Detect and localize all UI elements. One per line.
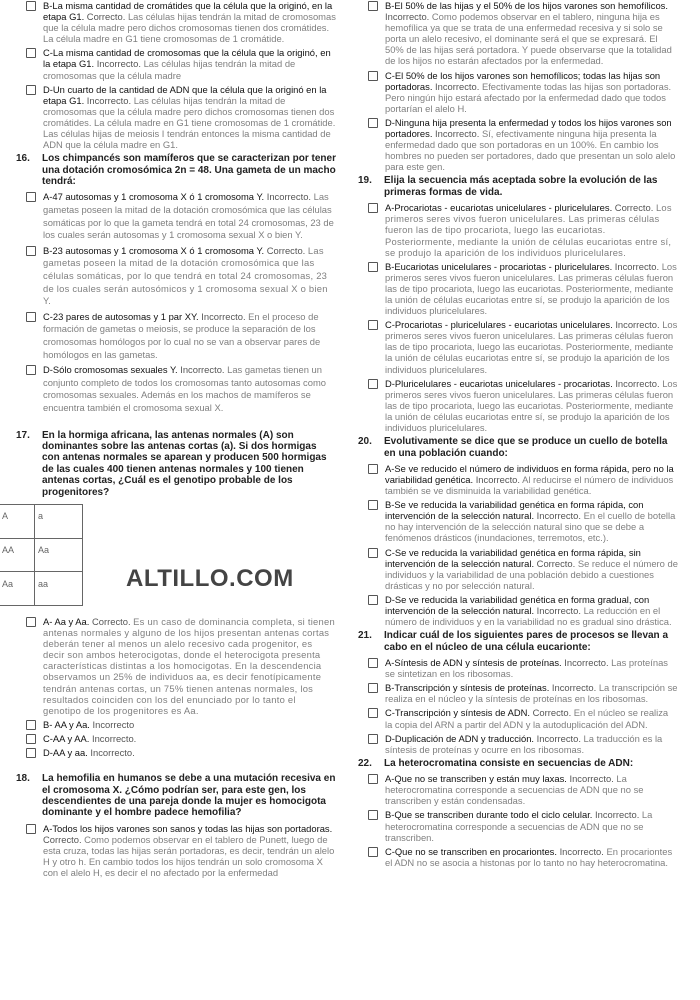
option-20c	[358, 547, 678, 591]
option-17c-checkbox[interactable]	[26, 734, 36, 744]
option-explanation: Los primeros seres vivos fueron unicelulares. Las primeras células fueron las de tipo procariota, luego las eucariotas. Posteriormente, mediante la unión de células eucariotas entre sí, se produjo la aparición de los individuos pluricelulares.	[385, 319, 678, 375]
question-number: 21.	[358, 630, 372, 642]
option-explanation: Como podemos observar en el tablero, ninguna hija es hemofílica ya que se trata de una enfermedad recesiva y si solo se porta un alelo recesivo, el dominante será el que se expresará. El 50% de las hijas será portadora. Y puede observarse que la totalidad de los hijos no estarán afectados por la enfermedad.	[385, 11, 672, 67]
option-20a	[358, 463, 678, 496]
option-17a	[16, 616, 336, 716]
option-17c	[16, 733, 336, 744]
option-explanation: Las células hijas tendrán la mitad de cromosomas que la célula madre pero dichos cromosomas tienen dos cromátides. La célula madre en G1 tiene cromosomas de 1 cromátide.	[43, 11, 336, 45]
option-status: Incorrecto.	[385, 11, 430, 23]
question-text: Evolutivamente se dice que se produce un cuello de botella en una población cuando:	[384, 436, 668, 459]
option-status: Incorrecto.	[569, 773, 614, 785]
q15-options	[16, 0, 336, 150]
option-label: B-Se ve reducida la variabilidad genética en forma rápida, con intervención de la selección natural.	[385, 499, 644, 522]
option-21d	[358, 733, 678, 755]
option-16d	[16, 364, 336, 414]
option-label: B-23 autosomas y 1 cromosoma X ó 1 cromosoma Y.	[43, 244, 265, 256]
option-status: Incorrecto.	[435, 128, 480, 140]
option-18c	[358, 70, 678, 114]
option-21b	[358, 682, 678, 704]
option-explanation: Las células hijas tendrán la mitad de cromosomas que la célula madre pero dichos cromosomas tienen dos cromátides. La célula madre en G1 tiene cromosomas de 1 cromátide. Las células hijas de meiosis I tendrán entonces la misma cantidad de ADN que la célula madre en G1.	[43, 94, 336, 151]
option-explanation: Se reduce el número de individuos y la variabilidad de una población debido a cuestiones drásticas y no por selección natural.	[385, 557, 678, 591]
option-status: Incorrecto.	[266, 191, 312, 203]
punnett-cell: aa	[38, 578, 49, 589]
option-17d	[16, 747, 336, 758]
option-explanation: Efectivamente todas las hijas son portadoras. Pero ningún hijo estará afectado por la enfermedad dado que todos portarían el alelo H.	[385, 80, 672, 114]
option-18d-checkbox[interactable]	[368, 118, 378, 128]
option-21a	[358, 657, 678, 679]
question-21	[358, 630, 678, 653]
question-18	[16, 773, 336, 819]
option-explanation: Los primeros seres vivos fueron unicelulares. Las primeras células fueron las de tipo procariota, luego las eucariotas. Posteriormente, mediante la unión de células eucariotas entre sí, se produjo la aparición de los individuos pluricelulares.	[385, 377, 678, 433]
option-19b-checkbox[interactable]	[368, 262, 378, 272]
option-label: C-Transcripción y síntesis de ADN.	[385, 707, 531, 719]
right-column	[358, 0, 678, 871]
option-status: Correcto.	[92, 615, 131, 627]
option-status: Incorrecto.	[435, 80, 480, 92]
option-label: C-Se ve reducida la variabilidad genética en forma rápida, sin intervención de la selección natural.	[385, 546, 641, 569]
option-explanation: Es un caso de dominancia completa, si tienen antenas normales y alguno de los hijos presentan antenas cortas deberán tener al menos un alelo recesivo cada progenitor, es decir son ambos heterocigotas, donde el heterocigota presenta características distintas a los homocigotas. En la descendencia observamos un 25% de individuos aa, es decir fenotípicamente tendrán antenas cortas, un 75% tienen antenas normales, los resultados coinciden con los del enunciado por lo tanto el genotipo de los progenitores es Aa.	[43, 615, 335, 716]
option-label: A-47 autosomas y 1 cromosoma X ó 1 cromosoma Y.	[43, 191, 265, 203]
punnett-cell: A	[2, 510, 9, 521]
option-label: D-Se ve reducida la variabilidad genética en forma gradual, con intervención de la selección natural.	[385, 593, 650, 617]
question-19	[358, 175, 678, 198]
punnett-cell: AA	[2, 544, 15, 555]
option-18c-checkbox[interactable]	[368, 71, 378, 81]
question-text: La heterocromatina consiste en secuencias de ADN:	[384, 757, 634, 769]
option-status: Incorrecto.	[595, 809, 640, 821]
option-18a-checkbox[interactable]	[26, 824, 36, 834]
question-16	[16, 153, 336, 187]
option-18a	[16, 823, 336, 878]
option-20b	[358, 499, 678, 543]
option-label: D-Sólo cromosomas sexuales Y.	[43, 364, 178, 376]
option-20c-checkbox[interactable]	[368, 548, 378, 558]
option-20d	[358, 594, 678, 627]
option-status: Incorrecto.	[536, 732, 581, 744]
option-label: D-Duplicación de ADN y traducción.	[385, 732, 535, 744]
option-label: B- AA y Aa.	[43, 718, 90, 730]
option-label: B-El 50% de las hijas y el 50% de los hijos varones son hemofílicos.	[385, 0, 668, 11]
question-22	[358, 758, 678, 769]
option-15c	[16, 47, 336, 80]
option-status: Incorrecto.	[536, 510, 581, 522]
option-explanation: La transcripción se realiza en el núcleo y la síntesis de proteínas en los ribosomas.	[385, 682, 678, 705]
option-status: Correcto.	[536, 557, 576, 569]
option-19d	[358, 378, 678, 433]
option-status: Correcto.	[86, 11, 126, 23]
option-label: B-Transcripción y síntesis de proteínas.	[385, 682, 550, 694]
option-explanation: La traducción es la síntesis de proteínas y ocurre en los ribosomas.	[385, 732, 663, 755]
option-status: Incorrecto.	[86, 94, 132, 106]
question-text: Indicar cuál de los siguientes pares de procesos se llevan a cabo en el núcleo de una célula eucarionte:	[384, 630, 669, 653]
watermark-logo: ALTILLO.COM	[126, 565, 294, 592]
option-label: A-Todos los hijos varones son sanos y todas las hijas son portadoras.	[43, 822, 333, 834]
question-number: 18.	[16, 773, 30, 785]
option-status: Incorrecto.	[614, 260, 660, 272]
option-label: A-Síntesis de ADN y síntesis de proteínas.	[385, 657, 562, 669]
option-20b-checkbox[interactable]	[368, 500, 378, 510]
option-19c	[358, 319, 678, 374]
option-16a	[16, 191, 336, 241]
option-17d-checkbox[interactable]	[26, 748, 36, 758]
option-19d-checkbox[interactable]	[368, 379, 378, 389]
question-text: En la hormiga africana, las antenas normales (A) son dominantes sobre las antenas cortas (a). Si dos hormigas con antenas normales se aparean y producen 500 hormigas de las cuales 400 tienen antenas normales y 100 tienen antenas cortas, ¿Cuál es el genotipo probable de los progenitores?	[42, 429, 327, 498]
option-21c	[358, 707, 678, 729]
option-status: Incorrecto.	[96, 58, 141, 70]
option-label: A- Aa y Aa.	[43, 615, 90, 627]
punnett-square	[0, 504, 83, 606]
option-status: Incorrecto.	[180, 364, 225, 376]
option-19a-checkbox[interactable]	[368, 203, 378, 213]
question-17	[16, 430, 336, 498]
option-17a-checkbox[interactable]	[26, 617, 36, 627]
option-label: D-AA y aa.	[43, 747, 88, 758]
option-status: Incorrecto.	[615, 319, 660, 331]
option-explanation: En el núcleo se realiza la copia del ARN a partir del ADN y la autoduplicación del ADN.	[385, 707, 669, 730]
option-status: Correcto.	[532, 707, 572, 719]
option-explanation: Las proteínas se sintetizan en los ribosomas.	[385, 657, 668, 680]
option-status: Incorrecto.	[559, 845, 604, 857]
option-16c-checkbox[interactable]	[26, 312, 36, 322]
option-label: B-La misma cantidad de cromátides que la célula que la originó, en la etapa G1.	[43, 0, 333, 23]
left-column	[2, 0, 336, 881]
option-label: B-Que se transcriben durante todo el ciclo celular.	[385, 809, 593, 821]
option-status: Incorrecto.	[615, 377, 660, 389]
question-number: 22.	[358, 757, 372, 769]
option-label: C-El 50% de los hijos varones son hemofílicos; todas las hijas son portadoras.	[385, 69, 661, 92]
option-17b	[16, 719, 336, 730]
option-21a-checkbox[interactable]	[368, 658, 378, 668]
option-21d-checkbox[interactable]	[368, 734, 378, 744]
option-22c-checkbox[interactable]	[368, 847, 378, 857]
option-status: Correcto.	[266, 244, 306, 256]
option-label: C-La misma cantidad de cromosomas que la célula que la originó, en la etapa G1.	[43, 47, 331, 70]
option-16a-checkbox[interactable]	[26, 192, 36, 202]
option-label: C-Que no se transcriben en procariontes.	[385, 845, 557, 857]
option-explanation: En el cuello de botella no hay intervención de la selección natural sino que se debe a fenómenos drásticos (inundaciones, terremotos, etc.).	[385, 510, 676, 544]
question-text: La hemofilia en humanos se debe a una mutación recesiva en el cromosoma X. ¿Cómo podrían ser, para este gen, los descendientes de una pareja donde la mujer es homocigota dominante y el hombre padece hemofilia?	[42, 773, 336, 819]
question-20	[358, 436, 678, 459]
option-15c-checkbox[interactable]	[26, 48, 36, 58]
option-label: C-AA y AA.	[43, 732, 90, 744]
option-explanation: Como podemos observar en el tablero de Punett, luego de esta cruza, todas las hijas serán portadoras, es decir, tendrán un alelo H y otro h. En cambio todos los hijos tendrán un solo cromosoma X con el alelo H, es decir el no afectado por la enfermedad	[43, 833, 335, 879]
option-19b	[358, 261, 678, 316]
option-label: A-Que no se transcriben y están muy laxas.	[385, 773, 567, 785]
option-explanation: Los primeros seres vivos fueron unicelulares. Las primeras células fueron las de tipo procariota, luego las eucariotas. Posteriormente, mediante la unión de células eucariotas entre sí, se produjo la aparición de los individuos pluricelulares.	[385, 260, 677, 317]
option-18b-checkbox[interactable]	[368, 1, 378, 11]
option-21b-checkbox[interactable]	[368, 683, 378, 693]
option-22a-checkbox[interactable]	[368, 774, 378, 784]
option-18b	[358, 0, 678, 67]
option-22a	[358, 773, 678, 806]
option-21c-checkbox[interactable]	[368, 708, 378, 718]
option-16d-checkbox[interactable]	[26, 365, 36, 375]
option-explanation: Las gametas poseen la mitad de la dotación cromosómica que las células somáticas por lo que la gameta tendrá en total 24 cromosomas, 23 de los cuales serán autosomas y 1 cromosoma sexual X o bien Y.	[43, 191, 334, 241]
option-explanation: Las gametas poseen la mitad de la dotación cromosómica que las células somáticas, por lo que tendrá en total 24 cromosomas, 23 de los cuales serán autosómicos y 1 cromosoma sexual X o bien Y.	[43, 244, 328, 307]
option-status: Incorrecto	[92, 718, 135, 730]
question-number: 16.	[16, 153, 30, 165]
option-17b-checkbox[interactable]	[26, 720, 36, 730]
option-22b-checkbox[interactable]	[368, 810, 378, 820]
option-explanation: En procariontes el ADN no se asocia a histonas por lo tanto no hay heterocromatina.	[385, 845, 673, 868]
punnett-cell: a	[38, 510, 44, 521]
option-explanation: La heterocromatina corresponde a secuencias de ADN que no se transcriben y están condensadas.	[385, 773, 644, 807]
option-16c	[16, 311, 336, 361]
option-explanation: En el proceso de formación de gametas o meiosis, se produce la separación de los cromosomas homólogos por lo cual no se van a observar pares de homólogos en las gametas.	[43, 310, 321, 360]
question-number: 20.	[358, 436, 372, 448]
option-status: Incorrecto.	[536, 605, 581, 617]
option-label: D-Ninguna hija presenta la enfermedad y todos los hijos varones son portadores.	[385, 116, 672, 140]
option-explanation: Sí, efectivamente ninguna hija presenta la enfermedad dado que son portadoras en un 100%. En cambio los hombres no pueden ser portadores, dado que presentan un solo alelo para este gen.	[385, 128, 676, 173]
option-explanation: Los primeros seres vivos fueron unicelulares. Las primeras células fueron las de tipo procariota, luego las eucariotas. Posteriormente, mediante la unión de células eucariotas entre sí, se produjo la aparición de los individuos pluricelulares.	[385, 202, 672, 258]
option-status: Correcto.	[43, 833, 82, 845]
option-explanation: La reducción en el número de individuos y en la variabilidad no es gradual sino drástica.	[385, 605, 672, 628]
option-label: B-Eucariotas unicelulares - procariotas - pluricelulares.	[385, 260, 613, 272]
option-19a	[358, 202, 678, 257]
option-label: C-23 pares de autosomas y 1 par XY.	[43, 310, 199, 322]
option-20a-checkbox[interactable]	[368, 464, 378, 474]
option-label: D-Un cuarto de la cantidad de ADN que la célula que la originó en la etapa G1.	[43, 83, 327, 106]
option-explanation: La heterocromatina corresponde a secuencias de ADN que no se transcriben.	[385, 809, 653, 843]
option-15b-checkbox[interactable]	[26, 1, 36, 11]
punnett-cell: Aa	[2, 578, 14, 589]
option-explanation: Al reducirse el número de individuos también se ve disminuida la variabilidad genética.	[385, 474, 674, 497]
option-19c-checkbox[interactable]	[368, 320, 378, 330]
option-label: A-Procariotas - eucariotas unicelulares - pluricelulares.	[385, 202, 613, 214]
option-label: A-Se ve reducido el número de individuos en forma rápida, pero no la variabilidad genética.	[385, 462, 674, 485]
option-22b	[358, 809, 678, 842]
option-16b	[16, 245, 336, 308]
question-number: 17.	[16, 429, 30, 441]
option-status: Incorrecto.	[90, 747, 135, 758]
question-text: Elija la secuencia más aceptada sobre la evolución de las primeras formas de vida.	[384, 175, 658, 198]
option-status: Incorrecto.	[201, 310, 246, 322]
option-explanation: Las gametas tienen un conjunto completo de todos los cromosomas tanto autosomas como cromosomas sexuales. Además en los machos de mamíferos se encuentra también el cromosoma sexual X.	[43, 364, 326, 413]
question-text: Los chimpancés son mamíferos que se caracterizan por tener una dotación cromosómica 2n = 48. Una gameta de un macho tendrá:	[42, 153, 336, 188]
option-20d-checkbox[interactable]	[368, 595, 378, 605]
option-15d-checkbox[interactable]	[26, 85, 36, 95]
option-16b-checkbox[interactable]	[26, 246, 36, 256]
option-status: Incorrecto.	[551, 682, 597, 694]
option-22c	[358, 846, 678, 868]
option-status: Incorrecto.	[91, 732, 137, 744]
question-number: 19.	[358, 175, 372, 187]
option-status: Incorrecto.	[475, 474, 520, 485]
option-status: Correcto.	[614, 202, 654, 214]
option-15b	[16, 0, 336, 44]
punnett-cell: Aa	[38, 544, 50, 555]
option-status: Incorrecto.	[564, 657, 609, 669]
option-explanation: Las células hijas tendrán la mitad de cromosomas que la célula madre	[43, 58, 296, 81]
option-label: C-Procariotas - pluricelulares - eucariotas unicelulares.	[385, 319, 613, 331]
option-label: D-Pluricelulares - eucariotas unicelulares - procariotas.	[385, 377, 613, 389]
option-18d	[358, 117, 678, 172]
option-15d	[16, 84, 336, 151]
